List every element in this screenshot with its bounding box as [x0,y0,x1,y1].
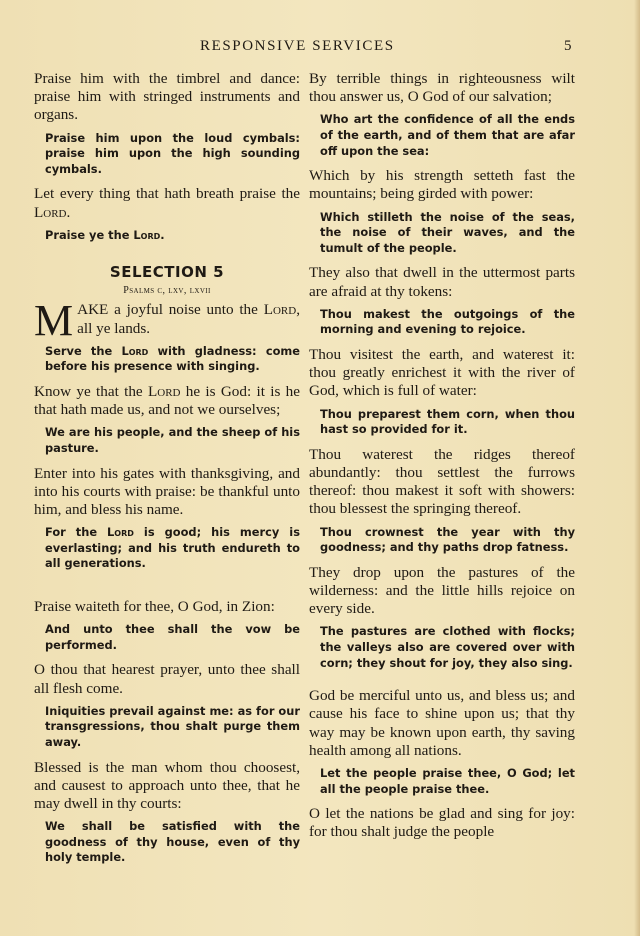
lord-smallcaps: Lord [263,301,297,319]
verse: By terrible things in righteousness wilt thou answer us, O God of our salvation; [309,70,575,106]
verse: Blessed is the man whom thou choosest, and causest to approach unto thee, that he may dwell in thy courts: [34,758,300,812]
left-column [34,70,300,874]
running-header [0,38,640,58]
response: Which stilleth the noise of the seas, the noise of their waves, and the tumult of the people. [320,209,575,255]
header-title: RESPONSIVE SERVICES [200,38,395,54]
verse: Which by his strength setteth fast the mountains; being girded with power: [309,167,575,203]
response: Iniquities prevail against me: as for our transgressions, thou shalt purge them away. [45,703,300,749]
lord-smallcaps: Lord [34,203,67,221]
response: Let the people praise thee, O God; let all the people praise thee. [320,765,575,796]
response: For the Lord is good; his mercy is everlasting; and his truth endureth to all generations. [45,525,300,571]
response: The pastures are clothed with flocks; the valleys also are covered over with corn; they shout for joy, they also sing. [320,624,575,670]
verse: O thou that hearest prayer, unto thee shall all flesh come. [34,661,300,697]
response: Praise ye the Lord. [45,227,165,242]
response: Thou makest the outgoings of the morning and evening to rejoice. [320,306,575,337]
verse: Let every thing that hath breath praise the Lord. [34,185,300,221]
response: We are his people, and the sheep of his pasture. [45,425,300,455]
drop-cap: M [34,296,74,346]
right-column [309,70,575,848]
page-number: 5 [564,38,572,54]
lord-smallcaps: Lord [147,382,181,400]
verse: Thou visitest the earth, and waterest it: thou greatly enrichest it with the river of God, which is full of water: [309,345,575,400]
response: And unto thee shall the vow be performed. [45,622,300,652]
verse: O let the nations be glad and sing for joy: for thou shalt judge the people [309,805,575,841]
verse: They drop upon the pastures of the wilderness: and the little hills rejoice on every side. [309,563,575,618]
opening-verse [34,296,300,346]
verse: Praise him with the timbrel and dance: praise him with stringed instruments and organs. [34,70,300,124]
selection-title: SELECTION 5 [109,263,225,282]
response: Thou preparest them corn, when thou hast so provided for it. [320,406,575,437]
selection-reference: Psalms c, lxv, lxvii [123,285,211,297]
lord-smallcaps: Lord [133,227,161,242]
verse: Praise waiteth for thee, O God, in Zion: [34,597,275,615]
response: Praise him upon the loud cymbals: praise him upon the high sounding cymbals. [45,130,300,176]
stanza-gap [34,580,300,598]
verse: They also that dwell in the uttermost parts are afraid at thy tokens: [309,264,575,300]
stanza-gap [309,679,575,687]
page-edge-shadow [634,0,640,936]
verse: Know ye that the Lord he is God: it is he that hath made us, and not we ourselves; [34,382,300,419]
verse: God be merciful unto us, and bless us; and cause his face to shine upon us; that thy way may be known upon earth, thy saving health among all nations. [309,687,575,759]
verse: AKE a joyful noise unto the Lord, all ye lands. [77,301,300,337]
lord-smallcaps: Lord [121,343,149,358]
response: Thou crownest the year with thy goodness; and thy paths drop fatness. [320,524,575,555]
lord-smallcaps: Lord [107,525,134,540]
response: We shall be satisfied with the goodness of thy house, even of thy holy temple. [45,819,300,865]
response: Who art the confidence of all the ends of the earth, and of them that are afar off upon the sea: [320,112,575,158]
verse: Enter into his gates with thanksgiving, and into his courts with praise: be thankful unto him, and bless his name. [34,464,300,518]
verse: Thou waterest the ridges thereof abundantly: thou settlest the furrows thereof: thou makest it soft with showers: thou blessest the springing thereof. [309,445,575,518]
response: Serve the Lord with gladness: come before his presence with singing. [45,343,300,374]
